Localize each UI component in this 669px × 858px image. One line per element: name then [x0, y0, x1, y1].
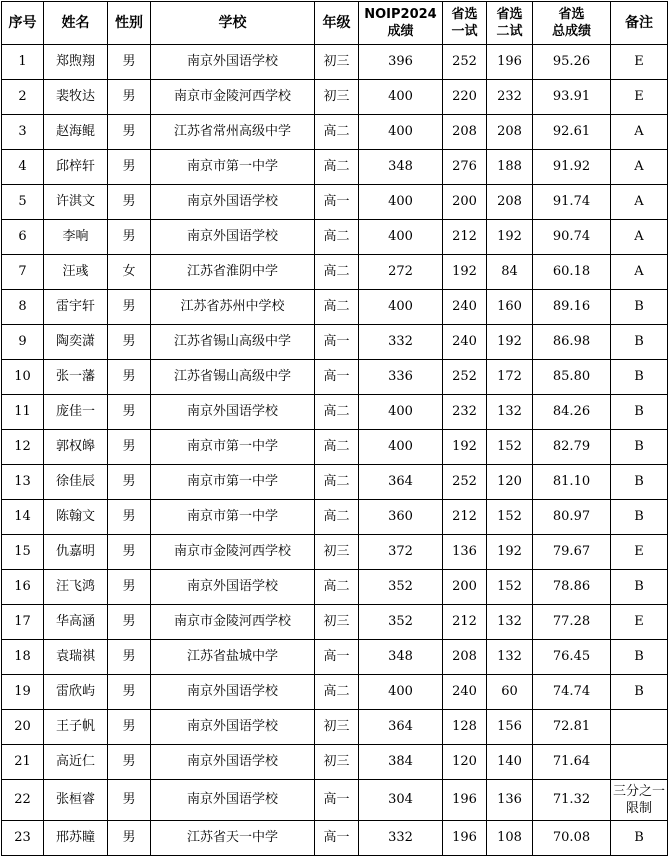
cell-total: 70.08 [533, 821, 611, 856]
cell-rank: 23 [2, 821, 44, 856]
cell-grade: 初三 [315, 45, 359, 80]
cell-test1: 208 [443, 115, 487, 150]
cell-school: 南京市金陵河西学校 [151, 80, 315, 115]
cell-school: 南京外国语学校 [151, 675, 315, 710]
cell-test1: 252 [443, 45, 487, 80]
cell-note: A [611, 185, 668, 220]
cell-test1: 196 [443, 821, 487, 856]
table-row [2, 360, 668, 395]
cell-school: 江苏省锡山高级中学 [151, 325, 315, 360]
cell-test2: 192 [487, 535, 533, 570]
cell-test2: 208 [487, 185, 533, 220]
cell-name: 徐佳辰 [44, 465, 108, 500]
table-row [2, 465, 668, 500]
header-test1-line2: 一试 [451, 24, 478, 39]
cell-test2: 132 [487, 640, 533, 675]
cell-total: 91.92 [533, 150, 611, 185]
cell-note [611, 710, 668, 745]
cell-total: 95.26 [533, 45, 611, 80]
cell-noip: 384 [359, 745, 443, 780]
cell-note: E [611, 535, 668, 570]
cell-test1: 240 [443, 325, 487, 360]
cell-test1: 212 [443, 500, 487, 535]
cell-rank: 9 [2, 325, 44, 360]
table-body [2, 45, 668, 856]
header-total-line1: 省选 [558, 7, 585, 22]
cell-note: E [611, 45, 668, 80]
cell-test2: 108 [487, 821, 533, 856]
cell-total: 71.32 [533, 780, 611, 821]
cell-noip: 400 [359, 185, 443, 220]
cell-gender: 男 [108, 325, 151, 360]
cell-grade: 高二 [315, 430, 359, 465]
cell-test1: 208 [443, 640, 487, 675]
header-test1-line1: 省选 [451, 7, 478, 22]
cell-test1: 212 [443, 220, 487, 255]
cell-noip: 348 [359, 640, 443, 675]
cell-test2: 152 [487, 430, 533, 465]
cell-noip: 352 [359, 570, 443, 605]
cell-gender: 男 [108, 430, 151, 465]
cell-name: 汪飞鸿 [44, 570, 108, 605]
cell-noip: 304 [359, 780, 443, 821]
table-row [2, 290, 668, 325]
cell-test1: 136 [443, 535, 487, 570]
cell-gender: 男 [108, 821, 151, 856]
cell-test1: 220 [443, 80, 487, 115]
cell-total: 85.80 [533, 360, 611, 395]
cell-grade: 初三 [315, 80, 359, 115]
cell-grade: 初三 [315, 745, 359, 780]
cell-grade: 初三 [315, 535, 359, 570]
cell-gender: 男 [108, 395, 151, 430]
cell-school: 南京外国语学校 [151, 780, 315, 821]
table-row [2, 780, 668, 821]
cell-name: 华高涵 [44, 605, 108, 640]
cell-rank: 5 [2, 185, 44, 220]
cell-school: 南京外国语学校 [151, 395, 315, 430]
cell-total: 79.67 [533, 535, 611, 570]
cell-school: 江苏省苏州中学校 [151, 290, 315, 325]
cell-school: 南京市第一中学 [151, 465, 315, 500]
cell-test2: 152 [487, 570, 533, 605]
cell-name: 陶奕潇 [44, 325, 108, 360]
cell-gender: 男 [108, 500, 151, 535]
cell-grade: 高一 [315, 780, 359, 821]
cell-note [611, 745, 668, 780]
cell-school: 江苏省常州高级中学 [151, 115, 315, 150]
cell-gender: 男 [108, 150, 151, 185]
cell-noip: 400 [359, 290, 443, 325]
cell-note: A [611, 255, 668, 290]
cell-school: 南京市金陵河西学校 [151, 605, 315, 640]
cell-noip: 400 [359, 115, 443, 150]
cell-test2: 192 [487, 325, 533, 360]
cell-note: E [611, 80, 668, 115]
table-row [2, 675, 668, 710]
cell-gender: 男 [108, 290, 151, 325]
cell-grade: 高二 [315, 465, 359, 500]
cell-grade: 高二 [315, 150, 359, 185]
cell-name: 邢苏瞳 [44, 821, 108, 856]
cell-test2: 132 [487, 395, 533, 430]
cell-test1: 200 [443, 570, 487, 605]
cell-test1: 252 [443, 360, 487, 395]
cell-grade: 高二 [315, 220, 359, 255]
cell-rank: 15 [2, 535, 44, 570]
header-school: 学校 [151, 2, 315, 45]
cell-grade: 初三 [315, 605, 359, 640]
cell-noip: 396 [359, 45, 443, 80]
header-noip-line1: NOIP2024 [364, 7, 437, 22]
table-row [2, 640, 668, 675]
table-row [2, 45, 668, 80]
cell-rank: 19 [2, 675, 44, 710]
table-row [2, 185, 668, 220]
cell-test2: 132 [487, 605, 533, 640]
cell-note: B [611, 465, 668, 500]
cell-note: A [611, 220, 668, 255]
cell-noip: 332 [359, 325, 443, 360]
cell-test1: 128 [443, 710, 487, 745]
cell-total: 72.81 [533, 710, 611, 745]
cell-test2: 152 [487, 500, 533, 535]
cell-rank: 2 [2, 80, 44, 115]
cell-grade: 高一 [315, 640, 359, 675]
cell-note: B [611, 821, 668, 856]
cell-total: 74.74 [533, 675, 611, 710]
cell-grade: 高二 [315, 290, 359, 325]
cell-name: 王子帆 [44, 710, 108, 745]
cell-test2: 156 [487, 710, 533, 745]
cell-gender: 男 [108, 220, 151, 255]
cell-rank: 11 [2, 395, 44, 430]
table-row [2, 500, 668, 535]
header-row [2, 2, 668, 45]
cell-grade: 高二 [315, 395, 359, 430]
cell-name: 仇嘉明 [44, 535, 108, 570]
header-test1 [443, 2, 487, 45]
cell-total: 93.91 [533, 80, 611, 115]
cell-test2: 196 [487, 45, 533, 80]
cell-name: 张桓睿 [44, 780, 108, 821]
cell-rank: 12 [2, 430, 44, 465]
cell-rank: 18 [2, 640, 44, 675]
header-noip [359, 2, 443, 45]
cell-note: B [611, 325, 668, 360]
table-row [2, 570, 668, 605]
cell-total: 91.74 [533, 185, 611, 220]
header-grade: 年级 [315, 2, 359, 45]
cell-test1: 252 [443, 465, 487, 500]
table-row [2, 115, 668, 150]
cell-grade: 初三 [315, 710, 359, 745]
cell-school: 江苏省盐城中学 [151, 640, 315, 675]
cell-gender: 男 [108, 710, 151, 745]
cell-note: B [611, 290, 668, 325]
header-noip-line2: 成绩 [387, 24, 414, 39]
cell-noip: 348 [359, 150, 443, 185]
cell-total: 81.10 [533, 465, 611, 500]
cell-name: 邱梓轩 [44, 150, 108, 185]
cell-gender: 女 [108, 255, 151, 290]
cell-total: 71.64 [533, 745, 611, 780]
cell-test1: 240 [443, 290, 487, 325]
cell-rank: 3 [2, 115, 44, 150]
cell-total: 92.61 [533, 115, 611, 150]
cell-name: 高近仁 [44, 745, 108, 780]
cell-grade: 高二 [315, 675, 359, 710]
cell-test2: 84 [487, 255, 533, 290]
table-row [2, 535, 668, 570]
cell-total: 78.86 [533, 570, 611, 605]
table-row [2, 710, 668, 745]
cell-note: B [611, 675, 668, 710]
cell-note: 三分之一限制 [611, 780, 668, 821]
header-rank: 序号 [2, 2, 44, 45]
cell-rank: 22 [2, 780, 44, 821]
cell-school: 南京外国语学校 [151, 745, 315, 780]
ranking-table [1, 1, 668, 856]
cell-gender: 男 [108, 535, 151, 570]
header-note: 备注 [611, 2, 668, 45]
cell-rank: 1 [2, 45, 44, 80]
table-row [2, 395, 668, 430]
cell-rank: 16 [2, 570, 44, 605]
cell-noip: 272 [359, 255, 443, 290]
cell-total: 82.79 [533, 430, 611, 465]
cell-test1: 200 [443, 185, 487, 220]
cell-name: 郑煦翔 [44, 45, 108, 80]
cell-noip: 364 [359, 465, 443, 500]
cell-test1: 212 [443, 605, 487, 640]
cell-test2: 140 [487, 745, 533, 780]
cell-school: 南京市第一中学 [151, 430, 315, 465]
cell-total: 89.16 [533, 290, 611, 325]
cell-school: 南京外国语学校 [151, 45, 315, 80]
cell-school: 南京市第一中学 [151, 500, 315, 535]
cell-test1: 276 [443, 150, 487, 185]
cell-noip: 332 [359, 821, 443, 856]
cell-gender: 男 [108, 465, 151, 500]
cell-rank: 6 [2, 220, 44, 255]
cell-test2: 136 [487, 780, 533, 821]
header-gender: 性别 [108, 2, 151, 45]
cell-grade: 高一 [315, 360, 359, 395]
cell-school: 南京市金陵河西学校 [151, 535, 315, 570]
cell-total: 90.74 [533, 220, 611, 255]
cell-note: A [611, 150, 668, 185]
cell-school: 南京外国语学校 [151, 220, 315, 255]
cell-note: B [611, 395, 668, 430]
table-row [2, 220, 668, 255]
cell-school: 南京外国语学校 [151, 710, 315, 745]
cell-total: 60.18 [533, 255, 611, 290]
cell-school: 南京外国语学校 [151, 185, 315, 220]
cell-gender: 男 [108, 780, 151, 821]
cell-note: B [611, 570, 668, 605]
cell-noip: 400 [359, 395, 443, 430]
cell-school: 南京外国语学校 [151, 570, 315, 605]
table-row [2, 745, 668, 780]
cell-total: 84.26 [533, 395, 611, 430]
cell-rank: 7 [2, 255, 44, 290]
cell-gender: 男 [108, 745, 151, 780]
table-row [2, 605, 668, 640]
cell-test1: 192 [443, 430, 487, 465]
cell-grade: 高一 [315, 185, 359, 220]
cell-school: 江苏省锡山高级中学 [151, 360, 315, 395]
cell-gender: 男 [108, 45, 151, 80]
cell-gender: 男 [108, 185, 151, 220]
cell-test2: 208 [487, 115, 533, 150]
cell-rank: 21 [2, 745, 44, 780]
cell-name: 雷宇轩 [44, 290, 108, 325]
cell-total: 80.97 [533, 500, 611, 535]
cell-noip: 336 [359, 360, 443, 395]
cell-test1: 240 [443, 675, 487, 710]
cell-noip: 400 [359, 220, 443, 255]
header-total [533, 2, 611, 45]
cell-note: B [611, 640, 668, 675]
cell-gender: 男 [108, 115, 151, 150]
cell-name: 陈翰文 [44, 500, 108, 535]
cell-noip: 400 [359, 80, 443, 115]
cell-test1: 192 [443, 255, 487, 290]
cell-gender: 男 [108, 605, 151, 640]
table-row [2, 255, 668, 290]
cell-rank: 4 [2, 150, 44, 185]
cell-name: 袁瑞祺 [44, 640, 108, 675]
cell-test2: 160 [487, 290, 533, 325]
header-test2 [487, 2, 533, 45]
cell-test2: 60 [487, 675, 533, 710]
cell-grade: 高二 [315, 255, 359, 290]
cell-gender: 男 [108, 675, 151, 710]
cell-grade: 高二 [315, 570, 359, 605]
cell-rank: 8 [2, 290, 44, 325]
cell-rank: 20 [2, 710, 44, 745]
cell-note: B [611, 360, 668, 395]
cell-grade: 高一 [315, 821, 359, 856]
cell-gender: 男 [108, 80, 151, 115]
table-row [2, 150, 668, 185]
table-row [2, 80, 668, 115]
cell-total: 76.45 [533, 640, 611, 675]
cell-name: 张一藩 [44, 360, 108, 395]
cell-note: E [611, 605, 668, 640]
cell-test2: 192 [487, 220, 533, 255]
cell-noip: 360 [359, 500, 443, 535]
cell-grade: 高二 [315, 500, 359, 535]
cell-name: 雷欣屿 [44, 675, 108, 710]
cell-school: 南京市第一中学 [151, 150, 315, 185]
cell-total: 86.98 [533, 325, 611, 360]
cell-rank: 14 [2, 500, 44, 535]
header-test2-line1: 省选 [496, 7, 523, 22]
cell-test2: 188 [487, 150, 533, 185]
table-row [2, 821, 668, 856]
cell-name: 赵海鲲 [44, 115, 108, 150]
cell-gender: 男 [108, 360, 151, 395]
cell-note: B [611, 500, 668, 535]
cell-rank: 17 [2, 605, 44, 640]
cell-name: 庞佳一 [44, 395, 108, 430]
cell-noip: 352 [359, 605, 443, 640]
cell-name: 裴牧达 [44, 80, 108, 115]
cell-total: 77.28 [533, 605, 611, 640]
cell-name: 李响 [44, 220, 108, 255]
cell-noip: 364 [359, 710, 443, 745]
cell-noip: 400 [359, 430, 443, 465]
cell-grade: 高一 [315, 325, 359, 360]
header-total-line2: 总成绩 [551, 24, 591, 39]
cell-note: A [611, 115, 668, 150]
cell-note: B [611, 430, 668, 465]
cell-noip: 372 [359, 535, 443, 570]
header-name: 姓名 [44, 2, 108, 45]
cell-gender: 男 [108, 570, 151, 605]
cell-grade: 高二 [315, 115, 359, 150]
cell-school: 江苏省天一中学 [151, 821, 315, 856]
cell-name: 许淇文 [44, 185, 108, 220]
table-row [2, 325, 668, 360]
cell-noip: 400 [359, 675, 443, 710]
header-test2-line2: 二试 [496, 24, 523, 39]
cell-test2: 172 [487, 360, 533, 395]
cell-name: 汪彧 [44, 255, 108, 290]
cell-test2: 120 [487, 465, 533, 500]
cell-test1: 232 [443, 395, 487, 430]
cell-rank: 13 [2, 465, 44, 500]
cell-name: 郭权皞 [44, 430, 108, 465]
cell-gender: 男 [108, 640, 151, 675]
cell-test1: 196 [443, 780, 487, 821]
cell-school: 江苏省淮阴中学 [151, 255, 315, 290]
cell-rank: 10 [2, 360, 44, 395]
table-row [2, 430, 668, 465]
cell-test2: 232 [487, 80, 533, 115]
cell-test1: 120 [443, 745, 487, 780]
